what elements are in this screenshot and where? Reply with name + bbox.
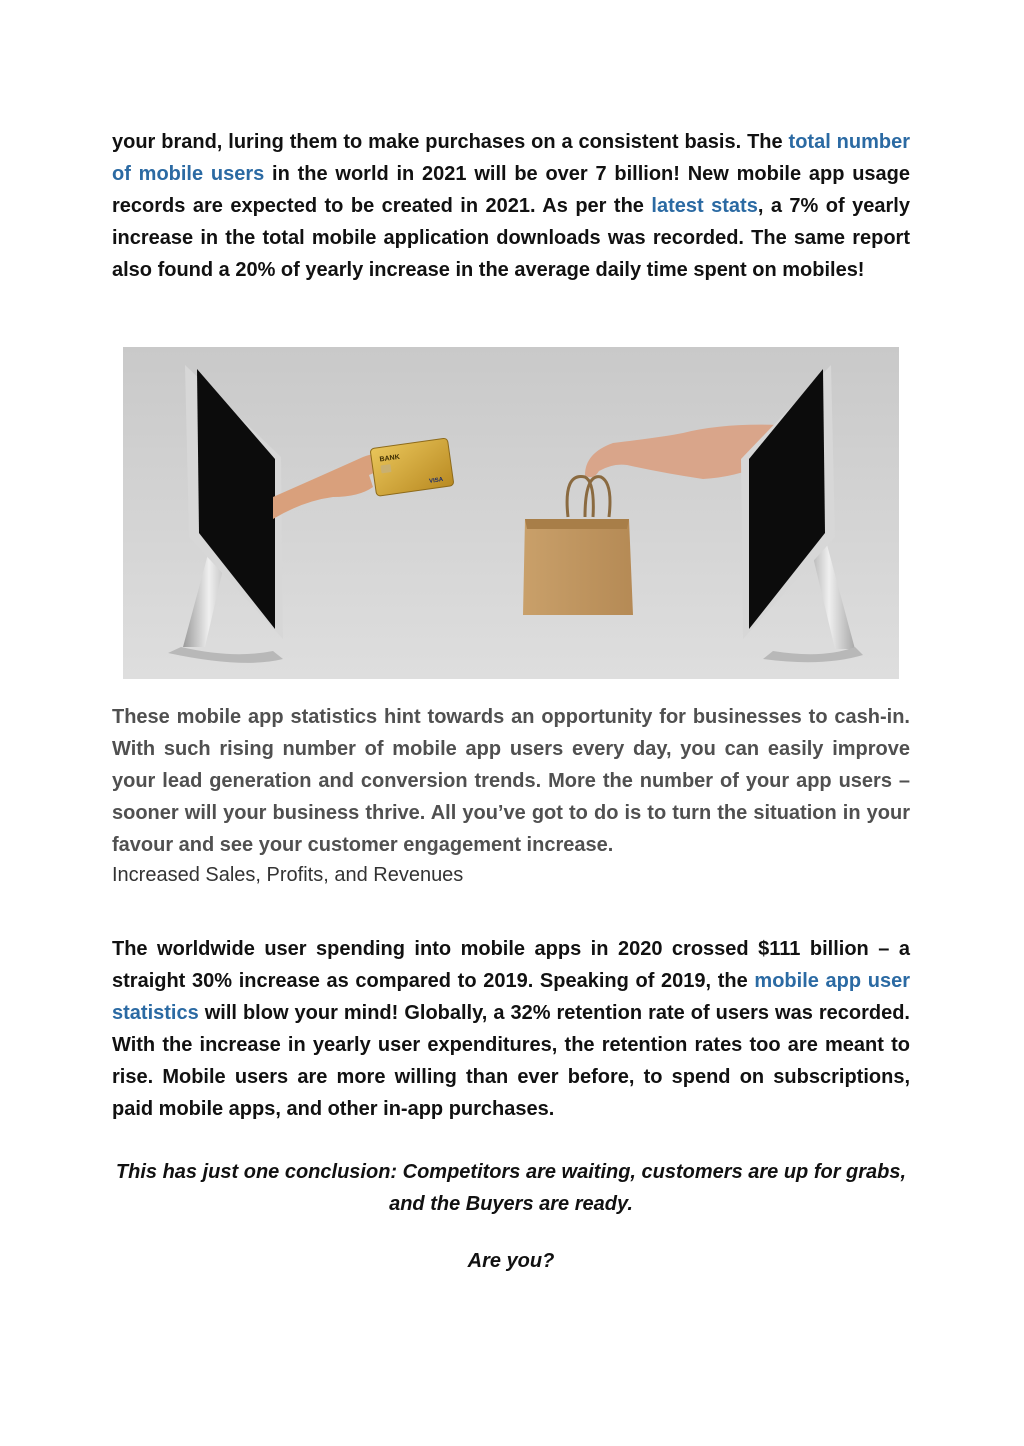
intro-text-1: your brand, luring them to make purchases on a consistent basis. The (112, 131, 789, 153)
intro-text-2: in the world in 2021 will be over 7 billion! New mobile app usage records are expected to be created in 2021. As per the (112, 163, 910, 217)
opportunity-paragraph: These mobile app statistics hint towards an opportunity for businesses to cash-in. With such rising number of mobile app users every day, you can easily improve your lead generation and conversion trends. More the number of your app users – sooner will your business thrive. All you’ve got to do is to turn the situation in your favour and see your customer engagement increase. (112, 706, 910, 856)
spending-text-1: The worldwide user spending into mobile apps in 2020 crossed $111 billion – a straight 30% increase as compared to 2019. Speaking of 2019, the (112, 938, 910, 992)
spending-paragraph (112, 933, 910, 1125)
spending-text-2: will blow your mind! Globally, a 32% retention rate of users was recorded. With the increase in yearly user expenditures, the retention rates too are meant to rise. Mobile users are more willing than ever before, to spend on subscriptions, paid mobile apps, and other in-app purchases. (112, 1002, 910, 1120)
intro-text-3: , a 7% of yearly increase in the total mobile application downloads was recorded. The same report also found a 20% of yearly increase in the average daily time spent on mobiles! (112, 195, 910, 281)
conclusion-text: This has just one conclusion: Competitors are waiting, customers are up for grabs, and the Buyers are ready. (115, 1161, 907, 1215)
closing-question: Are you? (467, 1250, 555, 1272)
section-heading: Increased Sales, Profits, and Revenues (112, 864, 464, 886)
card-bank-label: BANK (379, 453, 401, 464)
mobile-app-user-statistics-link[interactable]: mobile app user statistics (112, 970, 911, 1024)
ecommerce-photo (123, 347, 899, 679)
total-mobile-users-link[interactable]: total number of mobile users (112, 131, 910, 185)
intro-paragraph (112, 126, 910, 286)
latest-stats-link[interactable]: latest stats (651, 195, 758, 217)
card-visa-label: VISA (428, 476, 444, 485)
